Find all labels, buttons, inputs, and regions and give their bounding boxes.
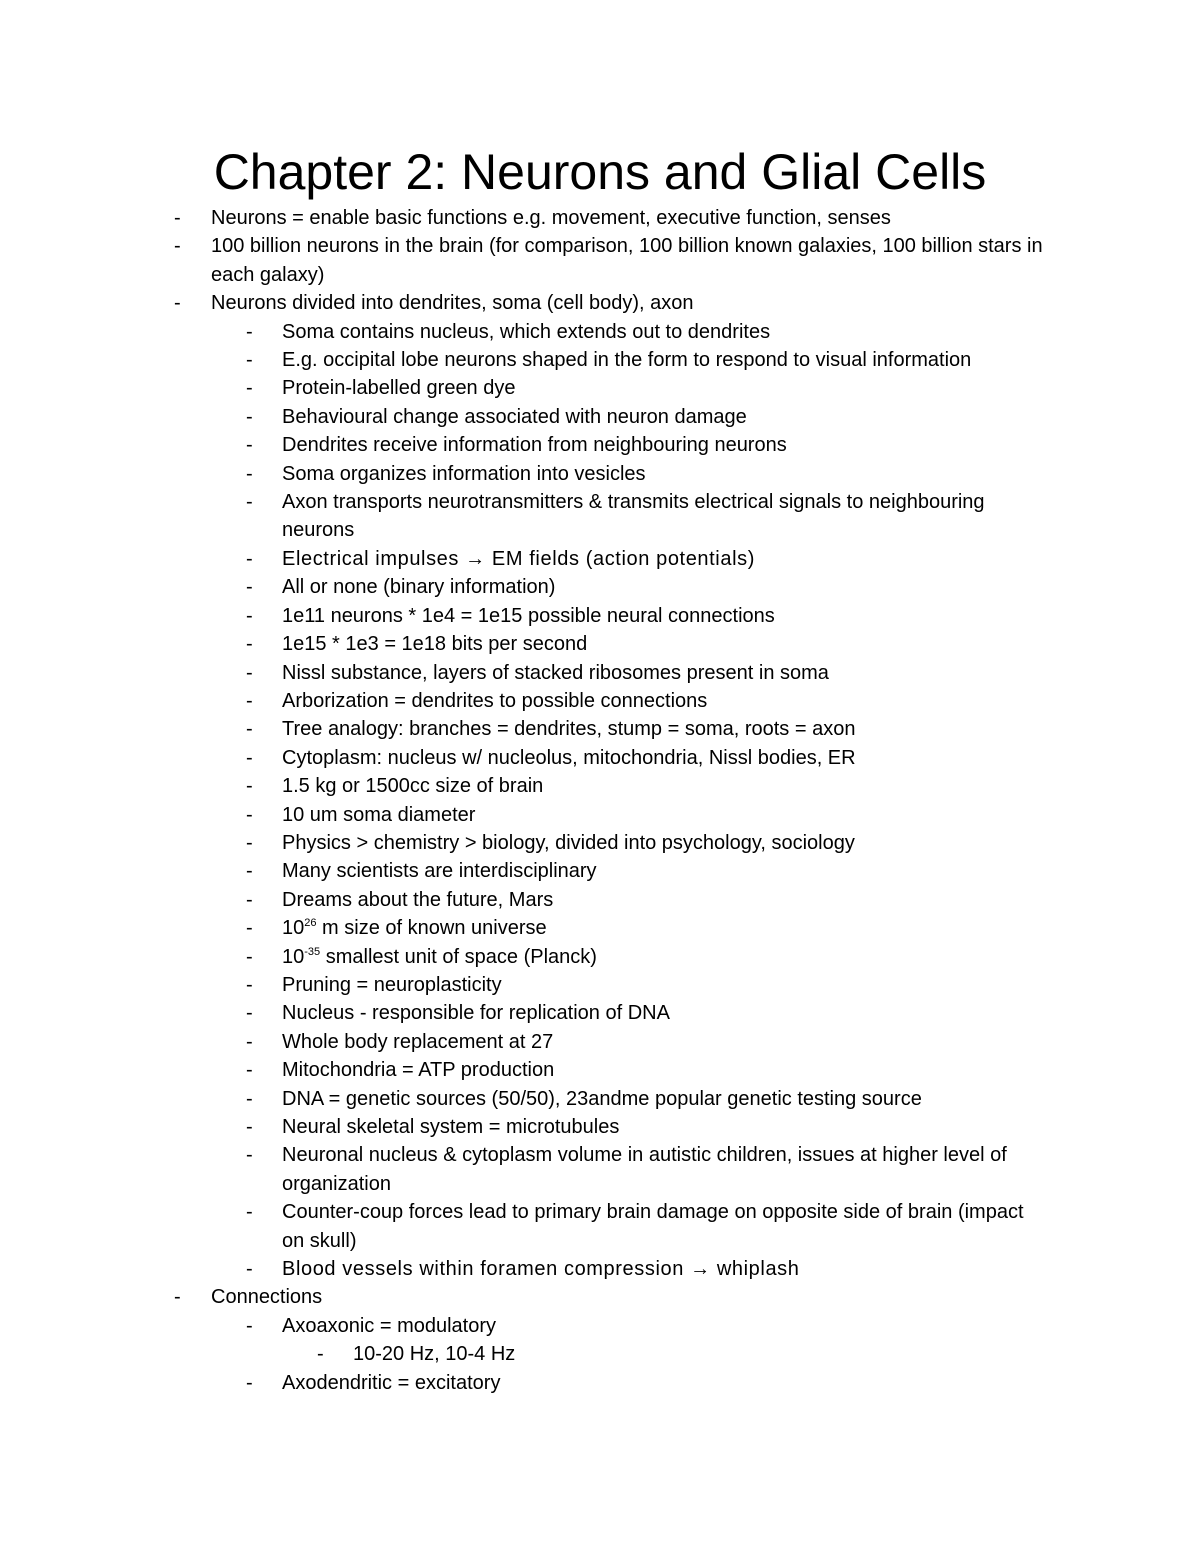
list-item	[246, 659, 1050, 687]
bullet-dash: -	[174, 1286, 181, 1309]
list-item	[246, 1085, 1050, 1113]
list-item-text: 1e11 neurons * 1e4 = 1e15 possible neural connections	[282, 604, 775, 627]
sub-list	[211, 318, 1050, 1284]
list-item-text: Blood vessels within foramen compression → whiplash	[282, 1258, 800, 1281]
list-item-text: Soma contains nucleus, which extends out to dendrites	[282, 320, 771, 343]
bullet-dash: -	[246, 1258, 253, 1281]
list-item-text: Nucleus - responsible for replication of DNA	[282, 1002, 670, 1025]
bullet-dash: -	[174, 235, 181, 258]
list-item-text: 100 billion neurons in the brain (for comparison, 100 billion known galaxies, 100 billion stars in each galaxy)	[211, 235, 1043, 286]
list-item-text: smallest unit of space (Planck)	[320, 945, 597, 968]
bullet-dash: -	[246, 831, 253, 854]
list-item	[246, 744, 1050, 772]
list-item	[246, 772, 1050, 800]
bullet-dash: -	[246, 320, 253, 343]
list-item-text: Many scientists are interdisciplinary	[282, 860, 597, 883]
list-item-text: DNA = genetic sources (50/50), 23andme popular genetic testing source	[282, 1087, 922, 1110]
bullet-dash: -	[246, 576, 253, 599]
list-item-text: Cytoplasm: nucleus w/ nucleolus, mitochondria, Nissl bodies, ER	[282, 746, 856, 769]
list-item-text: All or none (binary information)	[282, 576, 556, 599]
bullet-dash: -	[246, 1314, 253, 1337]
bullet-dash: -	[246, 661, 253, 684]
bullet-dash: -	[246, 491, 253, 514]
list-item	[246, 1198, 1050, 1255]
list-item-text: Connections	[211, 1286, 323, 1309]
page-title: Chapter 2: Neurons and Glial Cells	[213, 144, 987, 200]
list-item-text: Protein-labelled green dye	[282, 377, 516, 400]
bullet-dash: -	[246, 860, 253, 883]
list-item-text: 10-20 Hz, 10-4 Hz	[353, 1343, 516, 1366]
list-item	[246, 545, 1050, 573]
bullet-dash: -	[246, 945, 253, 968]
list-item-text: Axon transports neurotransmitters & transmits electrical signals to neighbouring neurons	[282, 491, 985, 542]
list-item	[246, 573, 1050, 601]
list-item-text: Soma organizes information into vesicles	[282, 462, 646, 485]
list-item-text: Physics > chemistry > biology, divided into psychology, sociology	[282, 831, 855, 854]
list-item-text: Neurons divided into dendrites, soma (cell body), axon	[211, 292, 694, 315]
list-item	[246, 971, 1050, 999]
bullet-dash: -	[246, 604, 253, 627]
list-item	[246, 630, 1050, 658]
list-item-text: 1e15 * 1e3 = 1e18 bits per second	[282, 633, 588, 656]
list-item-text: m size of known universe	[316, 917, 547, 940]
list-item-text: Axodendritic = excitatory	[282, 1371, 501, 1394]
list-item-text: Dendrites receive information from neighbouring neurons	[282, 434, 787, 457]
list-item	[246, 374, 1050, 402]
list-item-text: E.g. occipital lobe neurons shaped in the form to respond to visual information	[282, 349, 972, 372]
bullet-dash: -	[246, 689, 253, 712]
exponent: 26	[304, 917, 317, 930]
bullet-dash: -	[246, 775, 253, 798]
list-item-text: Neurons = enable basic functions e.g. movement, executive function, senses	[211, 207, 891, 229]
list-item	[246, 403, 1050, 431]
bullet-dash: -	[246, 1059, 253, 1082]
bullet-dash: -	[246, 1116, 253, 1138]
bullet-dash: -	[246, 1030, 253, 1053]
bullet-dash: -	[246, 405, 253, 428]
list-item	[317, 1340, 1050, 1368]
list-item	[246, 346, 1050, 374]
list-item	[246, 488, 1050, 545]
exponent-base: 10	[282, 917, 305, 940]
list-item-text: Pruning = neuroplasticity	[282, 973, 502, 996]
notes-list	[0, 204, 1200, 1397]
bullet-dash: -	[246, 1144, 253, 1167]
bullet-dash: -	[174, 292, 181, 315]
list-item-text: Mitochondria = ATP production	[282, 1059, 555, 1082]
exponent: -35	[304, 945, 321, 958]
list-item	[246, 460, 1050, 488]
bullet-dash: -	[246, 746, 253, 769]
list-item	[246, 602, 1050, 630]
list-item	[246, 914, 1050, 942]
list-item-text: Whole body replacement at 27	[282, 1030, 554, 1053]
sub-sub-list	[282, 1340, 1050, 1368]
list-item-text: Behavioural change associated with neuron damage	[282, 405, 747, 428]
list-item	[0, 232, 1200, 289]
bullet-dash: -	[246, 633, 253, 656]
exponent-base: 10	[282, 945, 305, 968]
list-item	[246, 999, 1050, 1027]
list-item	[246, 1141, 1050, 1198]
list-item	[0, 289, 1200, 1283]
list-item-text: 1.5 kg or 1500cc size of brain	[282, 775, 544, 798]
bullet-dash: -	[246, 973, 253, 996]
list-item	[246, 801, 1050, 829]
list-item-text: Arborization = dendrites to possible connections	[282, 689, 708, 712]
list-item	[246, 687, 1050, 715]
list-item	[246, 1312, 1050, 1369]
list-item	[246, 857, 1050, 885]
bullet-dash: -	[246, 1201, 253, 1224]
bullet-dash: -	[317, 1343, 324, 1366]
bullet-dash: -	[246, 1087, 253, 1110]
bullet-dash: -	[246, 462, 253, 485]
list-item	[0, 1283, 1200, 1397]
list-item	[246, 1113, 1050, 1141]
list-item	[246, 1028, 1050, 1056]
list-item	[246, 943, 1050, 971]
list-item-text: Dreams about the future, Mars	[282, 888, 554, 911]
list-item	[246, 829, 1050, 857]
bullet-dash: -	[246, 377, 253, 400]
bullet-dash: -	[174, 207, 181, 229]
list-item-text: Electrical impulses → EM fields (action potentials)	[282, 547, 755, 570]
bullet-dash: -	[246, 1002, 253, 1025]
list-item-text: Nissl substance, layers of stacked ribosomes present in soma	[282, 661, 829, 684]
list-item	[246, 1369, 1050, 1397]
sub-list	[211, 1312, 1050, 1397]
list-item-text: 10 um soma diameter	[282, 803, 476, 826]
bullet-dash: -	[246, 718, 253, 741]
list-item	[246, 318, 1050, 346]
list-item	[246, 1255, 1050, 1283]
bullet-dash: -	[246, 917, 253, 940]
list-item-text: Axoaxonic = modulatory	[282, 1314, 497, 1337]
bullet-dash: -	[246, 547, 253, 570]
bullet-dash: -	[246, 803, 253, 826]
list-item-text: Neural skeletal system = microtubules	[282, 1116, 620, 1138]
list-item-text: Counter-coup forces lead to primary brain damage on opposite side of brain (impact on skull)	[282, 1201, 1024, 1252]
list-item	[246, 715, 1050, 743]
list-item	[246, 886, 1050, 914]
bullet-dash: -	[246, 434, 253, 457]
list-item	[246, 431, 1050, 459]
list-item-text: Neuronal nucleus & cytoplasm volume in autistic children, issues at higher level of organization	[282, 1144, 1007, 1195]
bullet-dash: -	[246, 349, 253, 372]
bullet-dash: -	[246, 888, 253, 911]
list-item	[246, 1056, 1050, 1084]
list-item-text: Tree analogy: branches = dendrites, stump = soma, roots = axon	[282, 718, 856, 741]
list-item	[0, 204, 1200, 232]
bullet-dash: -	[246, 1371, 253, 1394]
